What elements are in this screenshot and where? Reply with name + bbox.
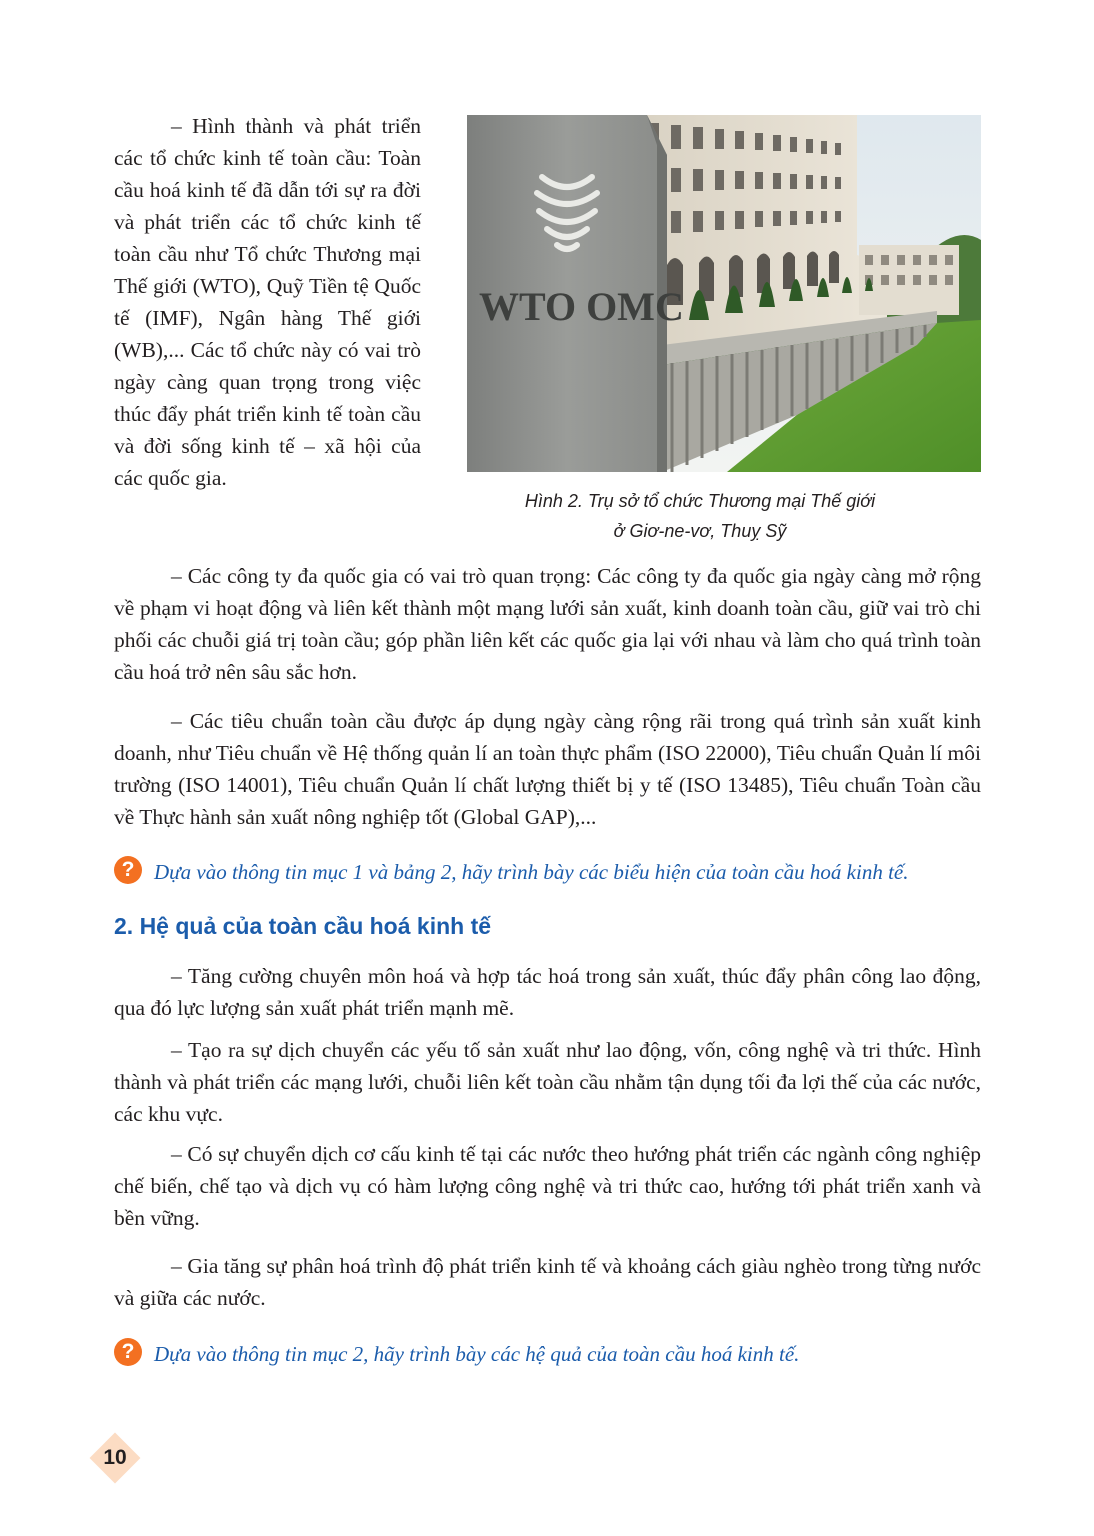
question-mark-icon: ? <box>114 856 142 884</box>
caption-line-2: ở Giơ-ne-vơ, Thuỵ Sỹ <box>613 521 787 541</box>
wto-headquarters-photo <box>467 115 981 472</box>
paragraph-multinational-companies: – Các công ty đa quốc gia có vai trò quan trọng: Các công ty đa quốc gia ngày càng mở rộng về phạm vi hoạt động và liên kết thành một mạng lưới sản xuất, kinh doanh toàn cầu, giữ vai trò chi phối các chuỗi giá trị toàn cầu; góp phần liên kết các quốc gia lại với nhau và làm cho quá trình toàn cầu hoá trở nên sâu sắc hơn. <box>114 564 981 684</box>
question-2 <box>114 1338 994 1372</box>
paragraph-inequality: – Gia tăng sự phân hoá trình độ phát triển kinh tế và khoảng cách giàu nghèo trong từng nước và giữa các nước. <box>114 1254 981 1310</box>
section-2-heading: 2. Hệ quả của toàn cầu hoá kinh tế <box>114 913 492 939</box>
question-2-text: Dựa vào thông tin mục 2, hãy trình bày các hệ quả của toàn cầu hoá kinh tế. <box>154 1342 800 1366</box>
paragraph-global-standards: – Các tiêu chuẩn toàn cầu được áp dụng ngày càng rộng rãi trong quá trình sản xuất kinh doanh, như Tiêu chuẩn về Hệ thống quản lí an toàn thực phẩm (ISO 22000), Tiêu chuẩn Quản lí môi trường (ISO 14001), Tiêu chuẩn Quản lí chất lượng thiết bị y tế (ISO 13485), Tiêu chuẩn Toàn cầu về Thực hành sản xuất nông nghiệp tốt (Global GAP),... <box>114 709 981 829</box>
paragraph-structural-shift: – Có sự chuyển dịch cơ cấu kinh tế tại các nước theo hướng phát triển các ngành công nghiệp chế biến, chế tạo và dịch vụ có hàm lượng công nghệ và tri thức cao, hướng tới phát triển xanh và bền vững. <box>114 1142 981 1230</box>
question-mark-icon: ? <box>114 1338 142 1366</box>
caption-line-1: Hình 2. Trụ sở tổ chức Thương mại Thế giới <box>524 491 876 511</box>
figure-caption <box>467 486 933 546</box>
page-number: 10 <box>103 1446 127 1469</box>
wto-sign-text: WTO OMC <box>479 284 684 329</box>
question-1 <box>114 856 994 890</box>
paragraph-specialization: – Tăng cường chuyên môn hoá và hợp tác hoá trong sản xuất, thúc đẩy phân công lao động, qua đó lực lượng sản xuất phát triển mạnh mẽ. <box>114 964 981 1020</box>
paragraph-factor-mobility: – Tạo ra sự dịch chuyển các yếu tố sản xuất như lao động, vốn, công nghệ và tri thức. Hình thành và phát triển các mạng lưới, chuỗi liên kết toàn cầu nhằm tận dụng tối đa lợi thế của các nước, các khu vực. <box>114 1038 981 1126</box>
intro-paragraph: – Hình thành và phát triển các tổ chức kinh tế toàn cầu: Toàn cầu hoá kinh tế đã dẫn tới sự ra đời và phát triển các tổ chức kinh tế toàn cầu như Tổ chức Thương mại Thế giới (WTO), Quỹ Tiền tệ Quốc tế (IMF), Ngân hàng Thế giới (WB),... Các tổ chức này có vai trò ngày càng quan trọng trong việc thúc đẩy phát triển kinh tế toàn cầu và đời sống kinh tế – xã hội của các quốc gia. <box>114 114 421 490</box>
question-1-text: Dựa vào thông tin mục 1 và bảng 2, hãy trình bày các biểu hiện của toàn cầu hoá kinh tế. <box>154 860 909 884</box>
